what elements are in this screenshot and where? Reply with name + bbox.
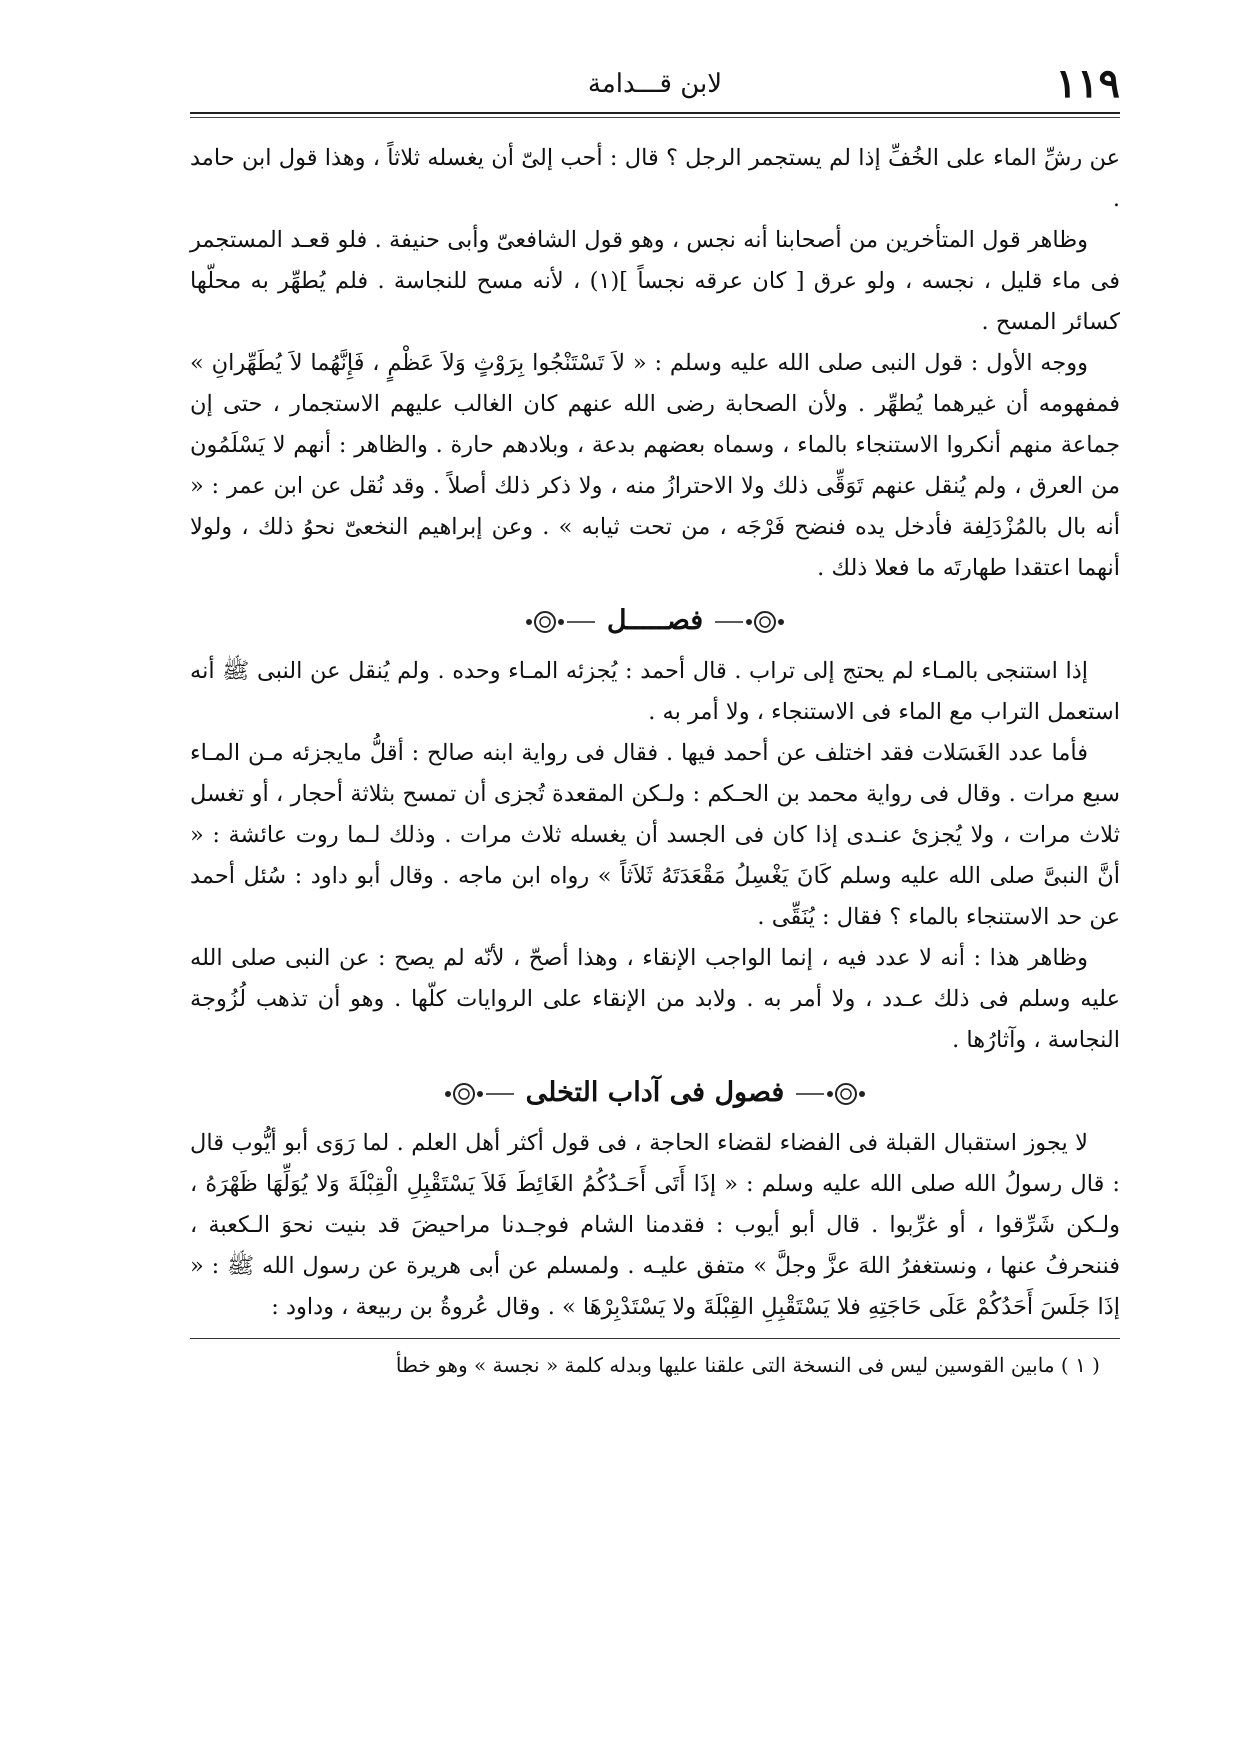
paragraph: وظاهر هذا : أنه لا عدد فيه ، إنما الواجب الإنقاء ، وهذا أصحّ ، لأنّه لم يصح : عن النبى صلى الله عليه وسلم فى ذلك عـدد ، ولا أمر به . ولابد من الإنقاء على الروايات كلّها . وهو أن تذهب لُزُوجة النجاسة ، وآثارُها .	[190, 945, 1120, 1053]
running-head	[190, 60, 1120, 108]
page	[190, 60, 1120, 1385]
paragraph: لا يجوز استقبال القبلة فى الفضاء لقضاء الحاجة ، فى قول أكثر أهل العلم . لما رَوَى أبو أيُّوب قال : قال رسولُ الله صلى الله عليه وسلم : « إذَا أَتَى أَحَـدُكُمُ الغَائِطَ فَلاَ يَسْتَقْبِلِ الْقِبْلَةَ وَلا يُوَلِّهَا ظَهْرَهُ ، ولـكن شَرِّقوا ، أو غرِّبوا . قال أبو أيوب : فقدمنا الشام فوجـدنا مراحيضَ قد بنيت نحوَ الـكعبة ، فننحرفُ عنها ، ونستغفرُ اللهَ عزَّ وجلَّ » متفق عليـه . ولمسلم عن أبى هريرة عن رسول الله ﷺ : « إذَا جَلَسَ أَحَدُكُمْ عَلَى حَاجَتِهِ فلا يَسْتَقْبِلِ القِبْلَةَ ولا يَسْتَدْبِرْهَا » . وقال عُروةُ بن ربيعة ، وداود :	[190, 1130, 1120, 1320]
body-text	[190, 138, 1120, 1385]
ornament-icon	[794, 1081, 872, 1107]
section-title: فصـــــل	[606, 605, 704, 636]
section-title: فصول فى آداب التخلى	[525, 1077, 785, 1108]
paragraph: فأما عدد الغَسَلات فقد اختلف عن أحمد فيها . فقال فى رواية ابنه صالح : أقلُّ مايجزئه مـن المـاء سبع مرات . وقال فى رواية محمد بن الحـكم : ولـكن المقعدة تُجزى أن تمسح بثلاثة أحجار ، أو تغسل ثلاث مرات ، ولا يُجزئ عنـدى إذا كان فى الجسد أن يغسله ثلاث مرات . وذلك لـما روت عائشة : « أنَّ النبىَّ صلى الله عليه وسلم كَانَ يَغْسِلُ مَقْعَدَتَهُ ثَلاَثاً » رواه ابن ماجه . وقال أبو داود : سُئل أحمد عن حد الاستنجاء بالماء ؟ فقال : يُنَقِّى .	[190, 740, 1120, 930]
ornament-icon	[438, 1081, 516, 1107]
section-heading-adab	[190, 1067, 1120, 1119]
header-rule	[190, 112, 1120, 114]
paragraph: عن رشِّ الماء على الخُفِّ إذا لم يستجمر الرجل ؟ قال : أحب إلىّ أن يغسله ثلاثاً ، وهذا قول ابن حامد .	[190, 145, 1120, 212]
paragraph: إذا استنجى بالمـاء لم يحتج إلى تراب . قال أحمد : يُجزئه المـاء وحده . ولم يُنقل عن النبى ﷺ أنه استعمل التراب مع الماء فى الاستنجاء ، ولا أمر به .	[190, 658, 1120, 725]
footnote-rule	[190, 1338, 1120, 1339]
page-number: ١١٩	[1055, 60, 1120, 107]
paragraph: ووجه الأول : قول النبى صلى الله عليه وسلم : « لاَ تَسْتَنْجُوا بِرَوْثٍ وَلاَ عَظْمٍ ، فَإِنَّهُما لاَ يُطَهِّرانِ » فمفهومه أن غيرهما يُطهِّر . ولأن الصحابة رضى الله عنهم كان الغالب عليهم الاستجمار ، حتى إن جماعة منهم أنكروا الاستنجاء بالماء ، وسماه بعضهم بدعة ، وبلادهم حارة . والظاهر : أنهم لا يَسْلَمُون من العرق ، ولم يُنقل عنهم تَوَقِّى ذلك ولا الاحترازُ منه ، ولا ذكر ذلك أصلاً . وقد نُقل عن ابن عمر : « أنه بال بالمُزْدَلِفة فأدخل يده فنضح فَرْجَه ، من تحت ثيابه » . وعن إبراهيم النخعىّ نحوُ ذلك ، ولولا أنهما اعتقدا طهارتَه ما فعلا ذلك .	[190, 350, 1120, 581]
footnote: ( ١ ) مابين القوسين ليس فى النسخة التى علقنا عليها وبدله كلمة « نجسة » وهو خطأ	[395, 1353, 1100, 1377]
section-heading-fasl	[190, 595, 1120, 647]
ornament-icon	[519, 609, 597, 635]
header-rule-thin	[190, 117, 1120, 118]
paragraph: وظاهر قول المتأخرين من أصحابنا أنه نجس ، وهو قول الشافعىّ وأبى حنيفة . فلو قعـد المستجمر فى ماء قليل ، نجسه ، ولو عرق [ كان عرقه نجساً ](١) ، لأنه مسح للنجاسة . فلم يُطهِّر به محلّها كسائر المسح .	[190, 227, 1121, 335]
ornament-icon	[713, 609, 791, 635]
running-title: لابن قـــدامة	[587, 69, 723, 99]
